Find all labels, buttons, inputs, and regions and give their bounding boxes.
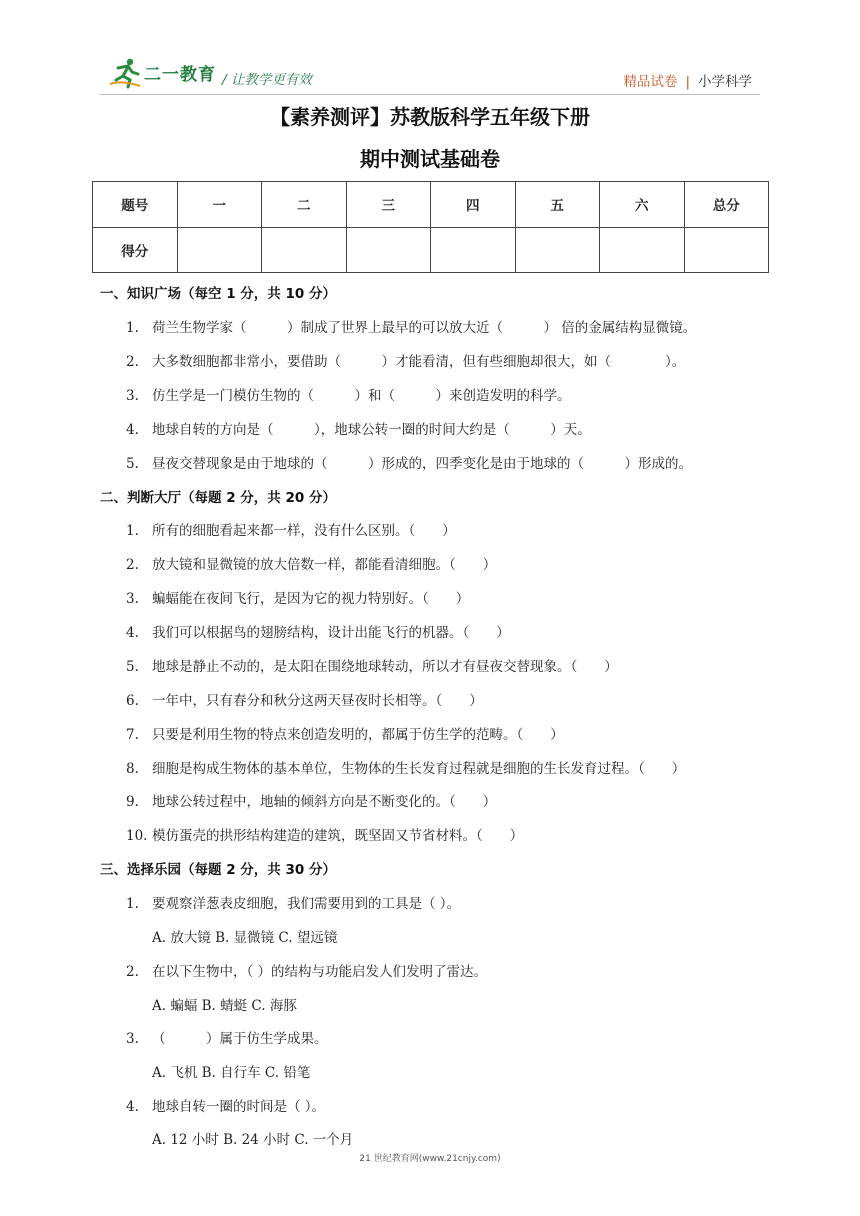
runner-logo-icon: [108, 56, 142, 90]
question-item: [126, 316, 696, 336]
table-cell: 三: [346, 182, 431, 228]
question-text: 昼夜交替现象是由于地球的（ ）形成的，四季变化是由于地球的（ ）形成的。: [152, 456, 692, 472]
header-divider: [100, 94, 760, 95]
score-cell[interactable]: [431, 227, 516, 273]
question-item: [126, 757, 685, 777]
question-item: [126, 960, 487, 980]
question-item: [126, 553, 496, 573]
question-item: [126, 1095, 325, 1115]
question-number: 2.: [126, 964, 139, 980]
table-cell: 总分: [684, 182, 769, 228]
question-text: 放大镜和显微镜的放大倍数一样，都能看清细胞。（ ）: [152, 557, 497, 573]
page-footer: 21 世纪教育网(www.21cnjy.com): [359, 1154, 501, 1164]
question-item: [126, 587, 469, 607]
question-number: 1.: [126, 320, 139, 336]
question-number: 1.: [126, 523, 139, 539]
question-text: 只要是利用生物的特点来创造发明的，都属于仿生学的范畴。（ ）: [152, 727, 564, 743]
tag-premium: 精品试卷: [623, 74, 678, 90]
question-text: 地球是静止不动的，是太阳在围绕地球转动，所以才有昼夜交替现象。（ ）: [152, 659, 618, 675]
section-heading: 二、判断大厅（每题 2 分，共 20 分）: [100, 490, 336, 506]
question-options: A. 蝙蝠 B. 蜻蜓 C. 海豚: [152, 998, 297, 1014]
table-cell: 二: [262, 182, 347, 228]
page-subtitle: 期中测试基础卷: [360, 147, 500, 171]
header-tagline: [623, 70, 752, 90]
question-text: 在以下生物中，（ ）的结构与功能启发人们发明了雷达。: [152, 964, 488, 980]
question-number: 9.: [126, 794, 139, 810]
question-text: 地球公转过程中，地轴的倾斜方向是不断变化的。（ ）: [152, 794, 497, 810]
question-options: A. 飞机 B. 自行车 C. 铅笔: [152, 1065, 311, 1081]
score-cell[interactable]: [262, 227, 347, 273]
question-text: 荷兰生物学家（ ）制成了世界上最早的可以放大近（ ） 倍的金属结构显微镜。: [152, 320, 697, 336]
question-text: 仿生学是一门模仿生物的（ ）和（ ）来创造发明的科学。: [152, 388, 571, 404]
tag-separator: |: [685, 74, 690, 90]
question-number: 3.: [126, 1031, 139, 1047]
question-item: [126, 350, 685, 370]
logo: [108, 56, 218, 90]
question-text: 一年中，只有春分和秋分这两天昼夜时长相等。（ ）: [152, 693, 483, 709]
section-heading: 一、知识广场（每空 1 分，共 10 分）: [100, 286, 336, 302]
logo-text: 二一教育: [144, 65, 216, 85]
question-number: 2.: [126, 354, 139, 370]
score-table-header-row: [93, 182, 769, 228]
question-number: 7.: [126, 727, 139, 743]
question-number: 4.: [126, 1099, 139, 1115]
question-text: 模仿蛋壳的拱形结构建造的建筑，既坚固又节省材料。（ ）: [152, 828, 524, 844]
table-cell: 一: [177, 182, 262, 228]
question-number: 10.: [126, 828, 148, 844]
score-cell[interactable]: [515, 227, 600, 273]
section-heading: 三、选择乐园（每题 2 分，共 30 分）: [100, 862, 336, 878]
question-text: （ ）属于仿生学成果。: [152, 1031, 328, 1047]
question-item: [126, 452, 692, 472]
question-options: A. 12 小时 B. 24 小时 C. 一个月: [152, 1132, 354, 1148]
question-text: 所有的细胞看起来都一样，没有什么区别。（ ）: [152, 523, 456, 539]
question-text: 我们可以根据鸟的翅膀结构，设计出能飞行的机器。（ ）: [152, 625, 510, 641]
question-text: 大多数细胞都非常小，要借助（ ）才能看清，但有些细胞却很大，如（ ）。: [152, 354, 686, 370]
table-cell: 五: [515, 182, 600, 228]
score-cell[interactable]: [177, 227, 262, 273]
question-item: [126, 621, 510, 641]
question-number: 5.: [126, 456, 139, 472]
question-text: 地球自转一圈的时间是（ ）。: [152, 1099, 326, 1115]
question-item: [126, 723, 564, 743]
score-table-score-row: [93, 227, 769, 273]
score-cell[interactable]: [346, 227, 431, 273]
question-number: 1.: [126, 896, 139, 912]
question-item: [126, 384, 571, 404]
tag-subject: 小学科学: [698, 74, 752, 90]
question-text: 细胞是构成生物体的基本单位，生物体的生长发育过程就是细胞的生长发育过程。（ ）: [152, 761, 686, 777]
question-item: [126, 790, 496, 810]
table-cell: 四: [431, 182, 516, 228]
page-header: [0, 0, 860, 100]
question-options: A. 放大镜 B. 显微镜 C. 望远镜: [152, 930, 338, 946]
table-cell: 题号: [93, 182, 178, 228]
question-number: 4.: [126, 422, 139, 438]
question-number: 2.: [126, 557, 139, 573]
question-item: [126, 892, 460, 912]
question-item: [126, 689, 483, 709]
question-number: 3.: [126, 591, 139, 607]
question-number: 6.: [126, 693, 139, 709]
question-number: 4.: [126, 625, 139, 641]
question-number: 8.: [126, 761, 139, 777]
table-cell: 得分: [93, 227, 178, 273]
table-cell: 六: [600, 182, 685, 228]
question-text: 地球自转的方向是（ ），地球公转一圈的时间大约是（ ）天。: [152, 422, 591, 438]
question-number: 5.: [126, 659, 139, 675]
question-item: [126, 824, 523, 844]
question-number: 3.: [126, 388, 139, 404]
slogan: / 让教学更有效: [222, 72, 312, 88]
score-cell[interactable]: [600, 227, 685, 273]
score-cell[interactable]: [684, 227, 769, 273]
question-text: 蝙蝠能在夜间飞行，是因为它的视力特别好。（ ）: [152, 591, 470, 607]
question-item: [126, 655, 618, 675]
score-table: [92, 181, 769, 273]
question-item: [126, 1027, 328, 1047]
question-item: [126, 519, 456, 539]
question-item: [126, 418, 591, 438]
page-title: 【素养测评】苏教版科学五年级下册: [270, 105, 590, 129]
question-text: 要观察洋葱表皮细胞，我们需要用到的工具是（ ）。: [152, 896, 461, 912]
